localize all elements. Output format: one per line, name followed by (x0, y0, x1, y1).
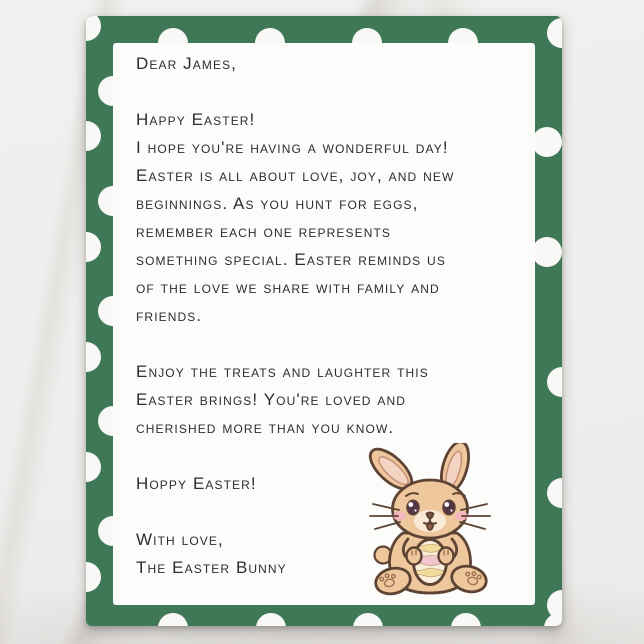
letter-line: Happy Easter! (136, 110, 256, 129)
polka-dot (547, 478, 562, 508)
letter-line: beginnings. As you hunt for eggs, (136, 194, 419, 213)
bunny-nose (427, 512, 434, 518)
polka-dot (532, 127, 562, 157)
bunny-mouth (427, 524, 434, 531)
letter-line: With love, (136, 530, 224, 549)
polka-dot (86, 121, 101, 151)
letter-line: Easter is all about love, joy, and new (136, 166, 455, 185)
polka-dot (158, 613, 188, 626)
letter-line: The Easter Bunny (136, 558, 287, 577)
polka-dot (86, 342, 101, 372)
letter-line: Hoppy Easter! (136, 474, 257, 493)
easter-bunny-illustration (363, 443, 508, 603)
polka-dot (547, 367, 562, 397)
letter-line: of the love we share with family and (136, 278, 440, 297)
letter-paper (113, 43, 535, 605)
polka-dot (532, 237, 562, 267)
polka-dot (544, 613, 562, 626)
polka-dot (547, 18, 562, 48)
letter-line: Easter brings! You're loved and (136, 390, 407, 409)
letter-line: remember each one represents (136, 222, 392, 241)
letter-line: Dear James, (136, 54, 238, 73)
letter-line: something special. Easter reminds us (136, 250, 446, 269)
letter-blank-line (136, 330, 529, 358)
polka-dot (86, 562, 101, 592)
polka-dot (451, 613, 481, 626)
polka-dot (256, 613, 286, 626)
letter-line: I hope you're having a wonderful day! (136, 138, 449, 157)
letter-line: friends. (136, 306, 203, 325)
letter-blank-line (136, 78, 529, 106)
easter-letterhead-card (86, 16, 562, 626)
polka-dot (86, 232, 101, 262)
polka-dot (86, 452, 101, 482)
polka-dot (86, 16, 101, 41)
letter-line: cherished more than you know. (136, 418, 395, 437)
polka-dot (353, 613, 383, 626)
letter-line: Enjoy the treats and laughter this (136, 362, 429, 381)
